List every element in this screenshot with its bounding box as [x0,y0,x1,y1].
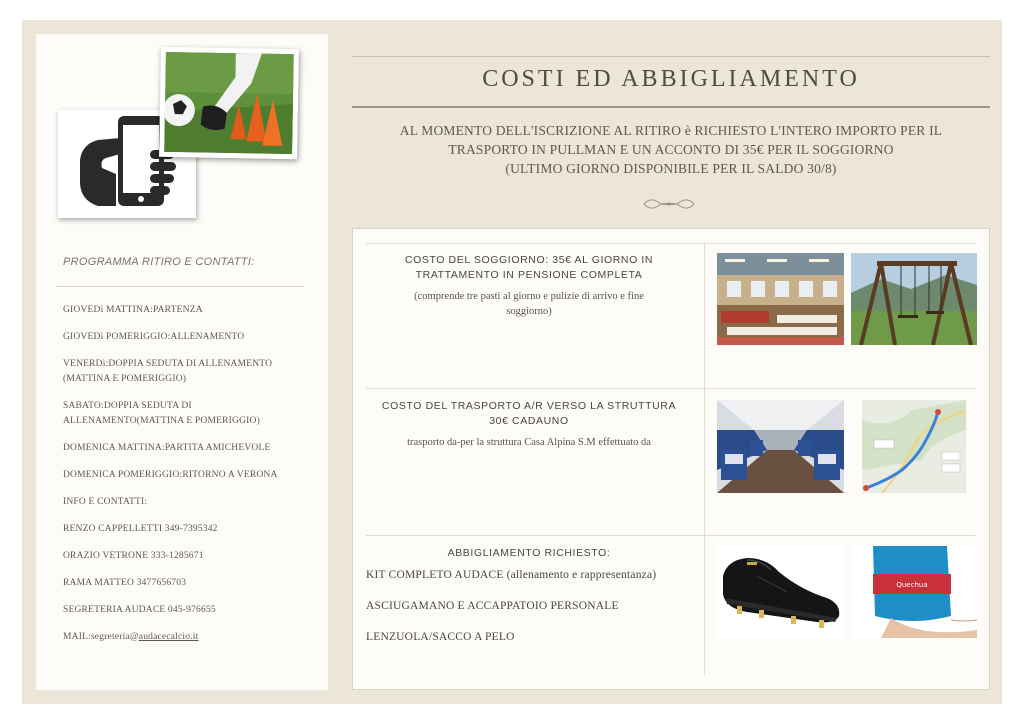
contact-item: RAMA MATTEO 3477656703 [63,578,187,588]
table-rule [366,388,976,389]
dining-hall-photo [717,253,844,345]
stay-cost-note-line: (comprende tre pasti al giorno e pulizie di arrivo e fine [414,291,644,302]
clothing-item: LENZUOLA/SACCO A PELO [366,631,515,643]
transport-cost-heading [366,399,692,429]
program-item: GIOVEDì MATTINA:PARTENZA [63,305,203,315]
contacts-heading: INFO E CONTATTI: [63,497,148,507]
program-item: DOMENICA POMERIGGIO:RITORNO A VERONA [63,470,278,480]
header-notice-line: (ULTIMO GIORNO DISPONIBILE PER IL SALDO 30/8) [505,161,837,176]
table-rule [366,243,976,244]
header-notice [352,121,990,178]
program-list [63,303,308,645]
mail-item [63,630,308,645]
program-divider [56,286,304,287]
program-item: GIOVEDì POMERIGGIO:ALLENAMENTO [63,332,245,342]
table-column-rule [704,243,705,675]
stay-cost-heading [366,253,692,283]
clothing-item: ASCIUGAMANO E ACCAPPATOIO PERSONALE [366,600,619,612]
sleeping-bag-brand: Quechua [896,581,928,589]
route-map-image [862,400,966,493]
stay-cost-note-line: soggiorno) [506,306,552,317]
header-rule-bottom [352,106,990,108]
transport-cost-note [366,435,692,450]
stay-cost-heading-line: COSTO DEL SOGGIORNO: 35€ AL GIORNO IN [404,254,654,266]
swing-playground-photo [851,253,977,345]
transport-cost-note-line: trasporto da-per la struttura Casa Alpina S.M effettuato da [407,437,651,448]
sleeping-bag-photo [851,546,977,638]
mail-prefix: MAIL:segreteria@ [63,632,139,642]
program-item: SABATO:DOPPIA SEDUTA DI ALLENAMENTO(MATTINA E POMERIGGIO) [63,401,260,426]
table-rule [366,535,976,536]
transport-cost-heading-line: 30€ CADAUNO [489,415,569,427]
contact-item: RENZO CAPPELLETTI 349-7395342 [63,524,218,534]
page-title: COSTI ED ABBIGLIAMENTO [482,66,860,92]
contact-item: SEGRETERIA AUDACE 045-976655 [63,605,216,615]
transport-cost-heading-line: COSTO DEL TRASPORTO A/R VERSO LA STRUTTURA [381,400,677,412]
soccer-training-photo [164,52,294,154]
header-notice-line: TRASPORTO IN PULLMAN E UN ACCONTO DI 35€ PER IL SOGGIORNO [448,142,894,157]
program-item: DOMENICA MATTINA:PARTITA AMICHEVOLE [63,443,271,453]
mail-link[interactable]: audacecalcio.it [138,632,199,642]
clothing-heading: ABBIGLIAMENTO RICHIESTO: [447,547,611,559]
stay-cost-note [366,289,692,319]
clothing-item: KIT COMPLETO AUDACE (allenamento e rappresentanza) [366,569,657,581]
soccer-photo-frame [159,47,299,159]
flourish-ornament-icon [640,196,698,212]
stay-cost-heading-line: TRATTAMENTO IN PENSIONE COMPLETA [415,269,643,281]
bus-interior-photo [717,400,844,493]
header-rule-top [352,56,990,57]
football-boot-photo [717,546,845,638]
contact-item: ORAZIO VETRONE 333-1285671 [63,551,204,561]
program-item: VENERDì:DOPPIA SEDUTA DI ALLENAMENTO (MATTINA E POMERIGGIO) [63,359,273,384]
header-notice-line: AL MOMENTO DELL'ISCRIZIONE AL RITIRO è RICHIESTO L'INTERO IMPORTO PER IL [399,123,943,138]
program-title: PROGRAMMA RITIRO E CONTATTI: [63,256,255,268]
